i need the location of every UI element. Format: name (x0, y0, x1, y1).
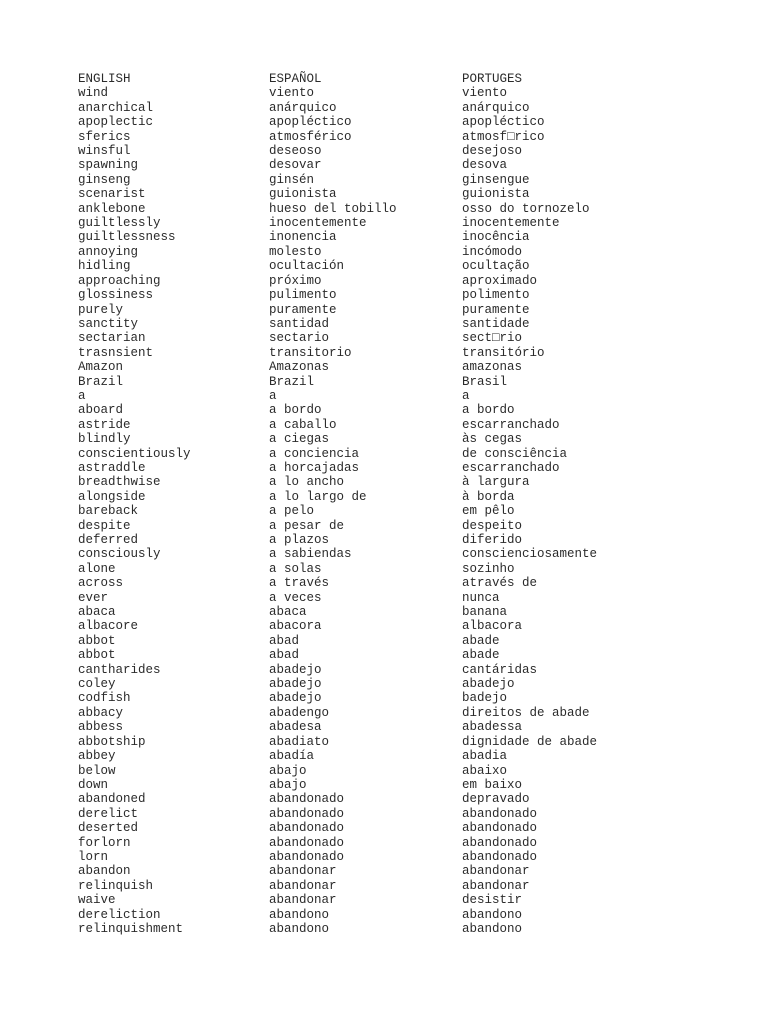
portuguese-term: polimento (462, 288, 530, 303)
table-row (78, 403, 632, 417)
english-term: cantharides (78, 662, 161, 677)
portuguese-term: guionista (462, 187, 530, 202)
spanish-term: abadía (269, 749, 315, 764)
portuguese-term: cantáridas (462, 662, 538, 677)
english-term: guiltlessly (78, 216, 161, 231)
spanish-term: a (269, 388, 277, 403)
english-term: relinquish (78, 878, 154, 893)
spanish-term: ocultación (269, 259, 345, 274)
table-row (78, 634, 632, 648)
english-term: astride (78, 417, 131, 432)
spanish-term: abad (269, 648, 300, 663)
portuguese-term: Brasil (462, 374, 508, 389)
table-row (78, 360, 632, 374)
english-term: astraddle (78, 460, 146, 475)
portuguese-term: badejo (462, 691, 508, 706)
spanish-term: deseoso (269, 144, 322, 159)
english-term: alongside (78, 489, 146, 504)
spanish-term: sectario (269, 331, 330, 346)
portuguese-term: amazonas (462, 360, 523, 375)
english-term: guiltlessness (78, 230, 176, 245)
portuguese-term: diferido (462, 533, 523, 547)
table-row (78, 562, 632, 576)
portuguese-term: incómodo (462, 244, 523, 259)
english-term: albacore (78, 619, 139, 634)
table-row (78, 346, 632, 360)
spanish-term: pulimento (269, 288, 337, 303)
portuguese-term: osso do tornozelo (462, 201, 590, 216)
spanish-term: abadesa (269, 720, 322, 735)
spanish-term: inocentemente (269, 216, 367, 231)
portuguese-term: abandonar (462, 864, 530, 879)
spanish-term: guionista (269, 187, 337, 202)
english-term: sanctity (78, 316, 139, 331)
header-row (78, 72, 632, 86)
english-term: breadthwise (78, 475, 161, 490)
english-term: wind (78, 86, 109, 101)
spanish-term: a solas (269, 561, 322, 576)
spanish-term: a plazos (269, 533, 330, 547)
spanish-term: inonencia (269, 230, 337, 245)
table-row (78, 375, 632, 389)
table-row (78, 922, 632, 936)
table-row (78, 303, 632, 317)
table-row (78, 216, 632, 230)
portuguese-term: em pêlo (462, 504, 515, 519)
english-term: dereliction (78, 907, 161, 922)
table-row (78, 418, 632, 432)
glossary-table (78, 72, 632, 936)
portuguese-term: anárquico (462, 100, 530, 115)
spanish-term: a veces (269, 590, 322, 605)
english-term: across (78, 576, 124, 591)
english-term: waive (78, 893, 116, 908)
table-row (78, 259, 632, 273)
english-term: abbey (78, 749, 116, 764)
portuguese-term: abandono (462, 921, 523, 936)
portuguese-term: desova (462, 158, 508, 173)
english-term: approaching (78, 273, 161, 288)
table-row (78, 447, 632, 461)
table-row (78, 778, 632, 792)
table-row (78, 648, 632, 662)
spanish-term: a lo largo de (269, 489, 367, 504)
header-portuges: PORTUGES (462, 72, 523, 86)
portuguese-term: inocentemente (462, 216, 560, 231)
english-term: glossiness (78, 288, 154, 303)
portuguese-term: abadessa (462, 720, 523, 735)
table-row (78, 317, 632, 331)
english-term: spawning (78, 158, 139, 173)
english-term: consciously (78, 547, 161, 562)
portuguese-term: abandonado (462, 821, 538, 836)
portuguese-term: ginsengue (462, 172, 530, 187)
english-term: abaca (78, 605, 116, 620)
table-row (78, 331, 632, 345)
spanish-term: abajo (269, 777, 307, 792)
spanish-term: abandonado (269, 806, 345, 821)
portuguese-term: desejoso (462, 144, 523, 159)
english-term: anarchical (78, 100, 154, 115)
portuguese-term: banana (462, 605, 508, 620)
spanish-term: Brazil (269, 374, 315, 389)
table-row (78, 663, 632, 677)
spanish-term: abandonar (269, 864, 337, 879)
english-term: despite (78, 518, 131, 533)
portuguese-term: abade (462, 633, 500, 648)
english-term: scenarist (78, 187, 146, 202)
portuguese-term: abandonado (462, 835, 538, 850)
table-row (78, 519, 632, 533)
spanish-term: abandonado (269, 849, 345, 864)
table-row (78, 288, 632, 302)
english-term: abbot (78, 633, 116, 648)
english-term: apoplectic (78, 115, 154, 130)
spanish-term: abacora (269, 619, 322, 634)
spanish-term: santidad (269, 316, 330, 331)
table-row (78, 591, 632, 605)
portuguese-term: escarranchado (462, 417, 560, 432)
portuguese-term: a bordo (462, 403, 515, 418)
english-term: abbess (78, 720, 124, 735)
portuguese-term: abandonado (462, 806, 538, 821)
english-term: Brazil (78, 374, 124, 389)
english-term: codfish (78, 691, 131, 706)
english-term: down (78, 777, 109, 792)
portuguese-term: apopléctico (462, 115, 545, 130)
spanish-term: abad (269, 633, 300, 648)
english-term: purely (78, 302, 124, 317)
portuguese-term: escarranchado (462, 460, 560, 475)
portuguese-term: à borda (462, 489, 515, 504)
spanish-term: a lo ancho (269, 475, 345, 490)
english-term: sferics (78, 129, 131, 144)
english-term: lorn (78, 849, 109, 864)
spanish-term: a sabiendas (269, 547, 352, 562)
table-row (78, 274, 632, 288)
table-row (78, 908, 632, 922)
english-term: abandoned (78, 792, 146, 807)
spanish-term: a pelo (269, 504, 315, 519)
portuguese-term: abandonado (462, 849, 538, 864)
english-term: abbot (78, 648, 116, 663)
table-row (78, 749, 632, 763)
portuguese-term: sozinho (462, 561, 515, 576)
english-term: sectarian (78, 331, 146, 346)
portuguese-term: dignidade de abade (462, 734, 598, 749)
english-term: derelict (78, 806, 139, 821)
portuguese-term: albacora (462, 619, 523, 634)
portuguese-term: viento (462, 86, 508, 101)
english-term: coley (78, 677, 116, 692)
english-term: blindly (78, 432, 131, 447)
table-row (78, 86, 632, 100)
portuguese-term: através de (462, 576, 538, 591)
spanish-term: abadengo (269, 705, 330, 720)
table-row (78, 115, 632, 129)
table-row (78, 158, 632, 172)
table-row (78, 245, 632, 259)
table-row (78, 230, 632, 244)
english-term: abbotship (78, 734, 146, 749)
table-row (78, 735, 632, 749)
header-espanol: ESPAÑOL (269, 72, 322, 86)
table-row (78, 879, 632, 893)
table-row (78, 850, 632, 864)
english-term: aboard (78, 403, 124, 418)
table-row (78, 677, 632, 691)
portuguese-term: puramente (462, 302, 530, 317)
table-row (78, 836, 632, 850)
portuguese-term: despeito (462, 518, 523, 533)
english-term: Amazon (78, 360, 124, 375)
table-row (78, 461, 632, 475)
portuguese-term: abadejo (462, 677, 515, 692)
spanish-term: a ciegas (269, 432, 330, 447)
spanish-term: próximo (269, 273, 322, 288)
portuguese-term: em baixo (462, 777, 523, 792)
spanish-term: abadejo (269, 662, 322, 677)
portuguese-term: inocência (462, 230, 530, 245)
table-row (78, 576, 632, 590)
table-row (78, 706, 632, 720)
table-row (78, 101, 632, 115)
portuguese-term: depravado (462, 792, 530, 807)
spanish-term: a conciencia (269, 446, 360, 461)
spanish-term: Amazonas (269, 360, 330, 375)
table-row (78, 720, 632, 734)
spanish-term: abandonado (269, 821, 345, 836)
table-row (78, 821, 632, 835)
spanish-term: a bordo (269, 403, 322, 418)
english-term: ever (78, 590, 109, 605)
spanish-term: abaca (269, 605, 307, 620)
spanish-term: abadejo (269, 691, 322, 706)
spanish-term: abandono (269, 907, 330, 922)
portuguese-term: aproximado (462, 273, 538, 288)
spanish-term: abandonado (269, 792, 345, 807)
portuguese-term: ocultação (462, 259, 530, 274)
table-row (78, 504, 632, 518)
table-row (78, 130, 632, 144)
table-row (78, 490, 632, 504)
spanish-term: a horcajadas (269, 460, 360, 475)
english-term: alone (78, 561, 116, 576)
spanish-term: a caballo (269, 417, 337, 432)
spanish-term: puramente (269, 302, 337, 317)
spanish-term: abandonar (269, 893, 337, 908)
spanish-term: desovar (269, 158, 322, 173)
english-term: anklebone (78, 201, 146, 216)
spanish-term: abadiato (269, 734, 330, 749)
portuguese-term: abaixo (462, 763, 508, 778)
table-row (78, 389, 632, 403)
portuguese-term: atmosf□rico (462, 129, 545, 144)
table-row (78, 792, 632, 806)
spanish-term: apopléctico (269, 115, 352, 130)
english-term: ginseng (78, 172, 131, 187)
english-term: conscientiously (78, 446, 191, 461)
spanish-term: abandonado (269, 835, 345, 850)
table-row (78, 144, 632, 158)
english-term: abandon (78, 864, 131, 879)
portuguese-term: desistir (462, 893, 523, 908)
english-term: deserted (78, 821, 139, 836)
portuguese-term: transitório (462, 345, 545, 360)
table-row (78, 893, 632, 907)
english-term: annoying (78, 244, 139, 259)
english-term: relinquishment (78, 921, 184, 936)
table-row (78, 475, 632, 489)
portuguese-term: santidade (462, 316, 530, 331)
portuguese-term: abade (462, 648, 500, 663)
table-row (78, 864, 632, 878)
portuguese-term: sect□rio (462, 331, 523, 346)
spanish-term: molesto (269, 244, 322, 259)
portuguese-term: abadia (462, 749, 508, 764)
portuguese-term: a (462, 388, 470, 403)
portuguese-term: conscienciosamente (462, 547, 598, 562)
english-term: forlorn (78, 835, 131, 850)
portuguese-term: nunca (462, 590, 500, 605)
table-row (78, 187, 632, 201)
english-term: a (78, 388, 86, 403)
spanish-term: a través (269, 576, 330, 591)
table-row (78, 432, 632, 446)
spanish-term: a pesar de (269, 518, 345, 533)
portuguese-term: abandonar (462, 878, 530, 893)
table-row (78, 605, 632, 619)
table-row (78, 691, 632, 705)
spanish-term: ginsén (269, 172, 315, 187)
portuguese-term: à largura (462, 475, 530, 490)
spanish-term: atmosférico (269, 129, 352, 144)
english-term: bareback (78, 504, 139, 519)
spanish-term: abajo (269, 763, 307, 778)
spanish-term: abandono (269, 921, 330, 936)
spanish-term: abadejo (269, 677, 322, 692)
portuguese-term: direitos de abade (462, 705, 590, 720)
english-term: winsful (78, 144, 131, 159)
table-row (78, 547, 632, 561)
spanish-term: viento (269, 86, 315, 101)
table-row (78, 807, 632, 821)
portuguese-term: às cegas (462, 432, 523, 447)
table-row (78, 764, 632, 778)
spanish-term: anárquico (269, 100, 337, 115)
table-row (78, 619, 632, 633)
english-term: hidling (78, 259, 131, 274)
table-row (78, 533, 632, 547)
glossary-rows (78, 86, 632, 936)
spanish-term: hueso del tobillo (269, 201, 397, 216)
english-term: deferred (78, 533, 139, 547)
portuguese-term: abandono (462, 907, 523, 922)
english-term: abbacy (78, 705, 124, 720)
english-term: below (78, 763, 116, 778)
english-term: trasnsient (78, 345, 154, 360)
table-row (78, 173, 632, 187)
spanish-term: abandonar (269, 878, 337, 893)
table-row (78, 202, 632, 216)
portuguese-term: de consciência (462, 446, 568, 461)
header-english: ENGLISH (78, 72, 131, 86)
spanish-term: transitorio (269, 345, 352, 360)
